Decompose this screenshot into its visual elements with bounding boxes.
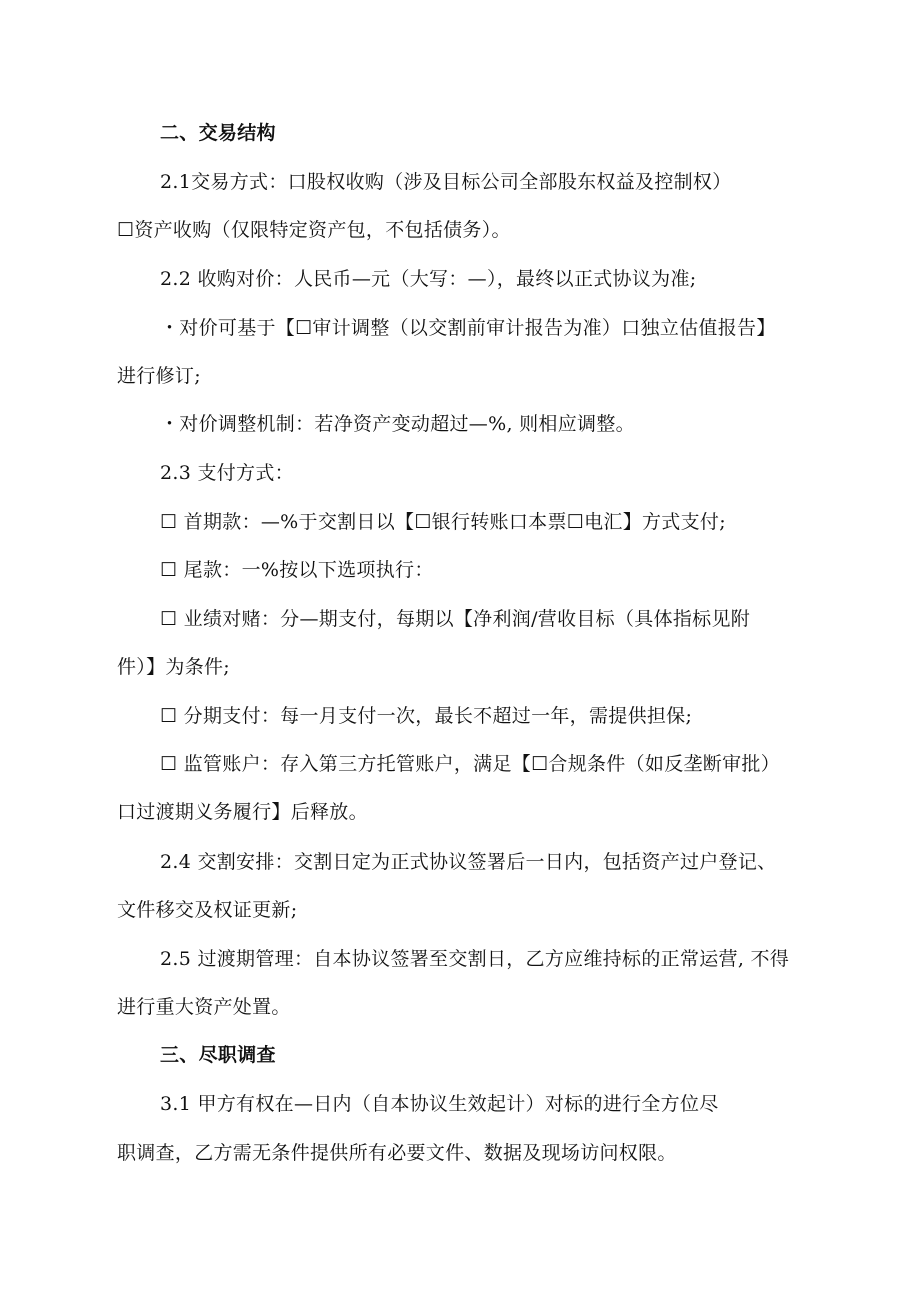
clause-2-2-bullet-1-line-1: ・对价可基于【☐审计调整（以交割前审计报告为准）口独立估值报告】 [160, 317, 776, 339]
clause-2-4-line-1: 2.4 交割安排：交割日定为正式协议签署后一日内，包括资产过户登记、 [160, 851, 777, 873]
section-3-heading: 三、尽职调查 [160, 1044, 276, 1066]
clause-2-2-bullet-1-line-2: 进行修订; [117, 365, 201, 387]
clause-2-3-first-payment: ☐ 首期款：—%于交割日以【☐银行转账口本票☐电汇】方式支付; [160, 511, 726, 533]
clause-2-1-line-2: ☐资产收购（仅限特定资产包，不包括债务）。 [117, 219, 511, 241]
clause-2-3-escrow-line-1: ☐ 监管账户：存入第三方托管账户，满足【☐合规条件（如反垄断审批） [160, 753, 781, 775]
clause-2-3-earnout-line-2: 件）】为条件; [117, 656, 231, 678]
clause-2-3-final-payment: ☐ 尾款：一%按以下选项执行： [160, 559, 434, 581]
clause-2-5-line-1: 2.5 过渡期管理：自本协议签署至交割日，乙方应维持标的正常运营, 不得 [160, 948, 790, 970]
clause-2-4-line-2: 文件移交及权证更新; [117, 899, 298, 921]
clause-2-2-bullet-2: ・对价调整机制：若净资产变动超过—%, 则相应调整。 [160, 413, 635, 435]
clause-3-1-line-1: 3.1 甲方有权在—日内（自本协议生效起计）对标的进行全方位尽 [160, 1093, 719, 1115]
clause-2-1-line-1: 2.1交易方式：口股权收购（涉及目标公司全部股东权益及控制权） [160, 171, 732, 193]
clause-2-3-escrow-line-2: 口过渡期义务履行】后释放。 [117, 801, 368, 823]
clause-2-2-line-1: 2.2 收购对价：人民币—元（大写：—），最终以正式协议为准; [160, 268, 697, 290]
clause-2-3-earnout-line-1: ☐ 业绩对赌：分—期支付，每期以【净利润/营收目标（具体指标见附 [160, 608, 751, 630]
clause-2-3-installment: ☐ 分期支付：每一月支付一次，最长不超过一年，需提供担保; [160, 705, 693, 727]
clause-3-1-line-2: 职调查，乙方需无条件提供所有必要文件、数据及现场访问权限。 [117, 1142, 677, 1164]
section-2-heading: 二、交易结构 [160, 122, 276, 144]
clause-2-5-line-2: 进行重大资产处置。 [117, 996, 291, 1018]
clause-2-3-line-1: 2.3 支付方式： [160, 462, 294, 484]
